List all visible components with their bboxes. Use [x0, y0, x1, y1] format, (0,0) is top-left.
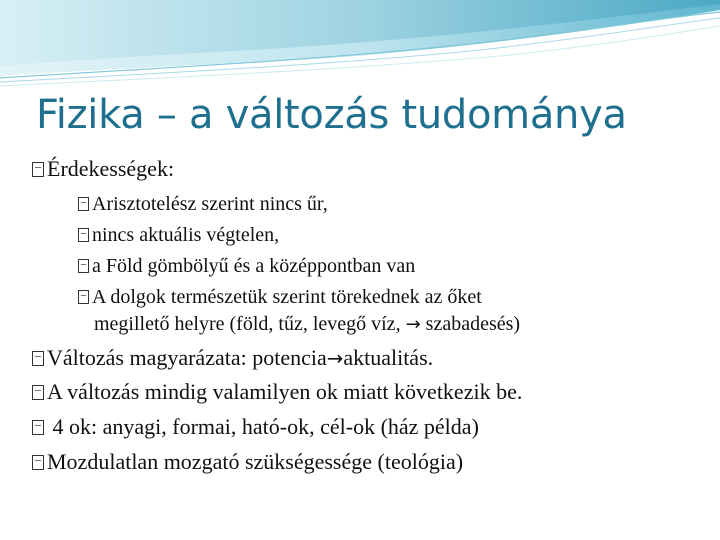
list-item — [32, 345, 433, 371]
sub-list-item — [78, 286, 482, 309]
sub-item-text: nincs aktuális végtelen, — [92, 224, 280, 246]
sub-item-text: A dolgok természetük szerint törekednek az őket — [92, 286, 482, 308]
arrow-right-icon: → — [405, 314, 421, 335]
item-text: A változás mindig valamilyen ok miatt következik be. — [47, 379, 523, 404]
sub-item-text: megillető helyre (föld, tűz, levegő víz, — [94, 313, 406, 335]
item-text: Mozdulatlan mozgató szükségessége (teológia) — [47, 449, 464, 474]
list-item — [32, 414, 479, 440]
sub-item-text: a Föld gömbölyű és a középpontban van — [92, 255, 416, 277]
list-item — [32, 449, 463, 475]
arrow-right-icon: → — [326, 347, 344, 370]
sub-item-text: Arisztotelész szerint nincs űr, — [92, 193, 328, 215]
missing-glyph-icon — [78, 228, 89, 242]
slide-title: Fizika – a változás tudománya — [36, 92, 627, 138]
missing-glyph-icon — [78, 259, 89, 273]
missing-glyph-icon — [32, 351, 44, 366]
heading-text: Érdekességek: — [47, 156, 175, 181]
sub-list-item-continuation — [94, 313, 520, 336]
item-text: 4 ok: anyagi, formai, ható-ok, cél-ok (ház példa) — [47, 414, 479, 439]
missing-glyph-icon — [32, 455, 44, 470]
missing-glyph-icon — [32, 162, 44, 177]
item-text: aktualitás. — [343, 345, 434, 370]
missing-glyph-icon — [32, 420, 44, 435]
sub-list-item — [78, 193, 328, 216]
sub-list-item — [78, 255, 415, 278]
list-item — [32, 379, 522, 405]
missing-glyph-icon — [78, 197, 89, 211]
sub-list-item — [78, 224, 279, 247]
missing-glyph-icon — [78, 290, 89, 304]
list-item-heading — [32, 156, 174, 182]
missing-glyph-icon — [32, 385, 44, 400]
sub-item-text: szabadesés) — [420, 313, 521, 335]
item-text: Változás magyarázata: potencia — [47, 345, 327, 370]
